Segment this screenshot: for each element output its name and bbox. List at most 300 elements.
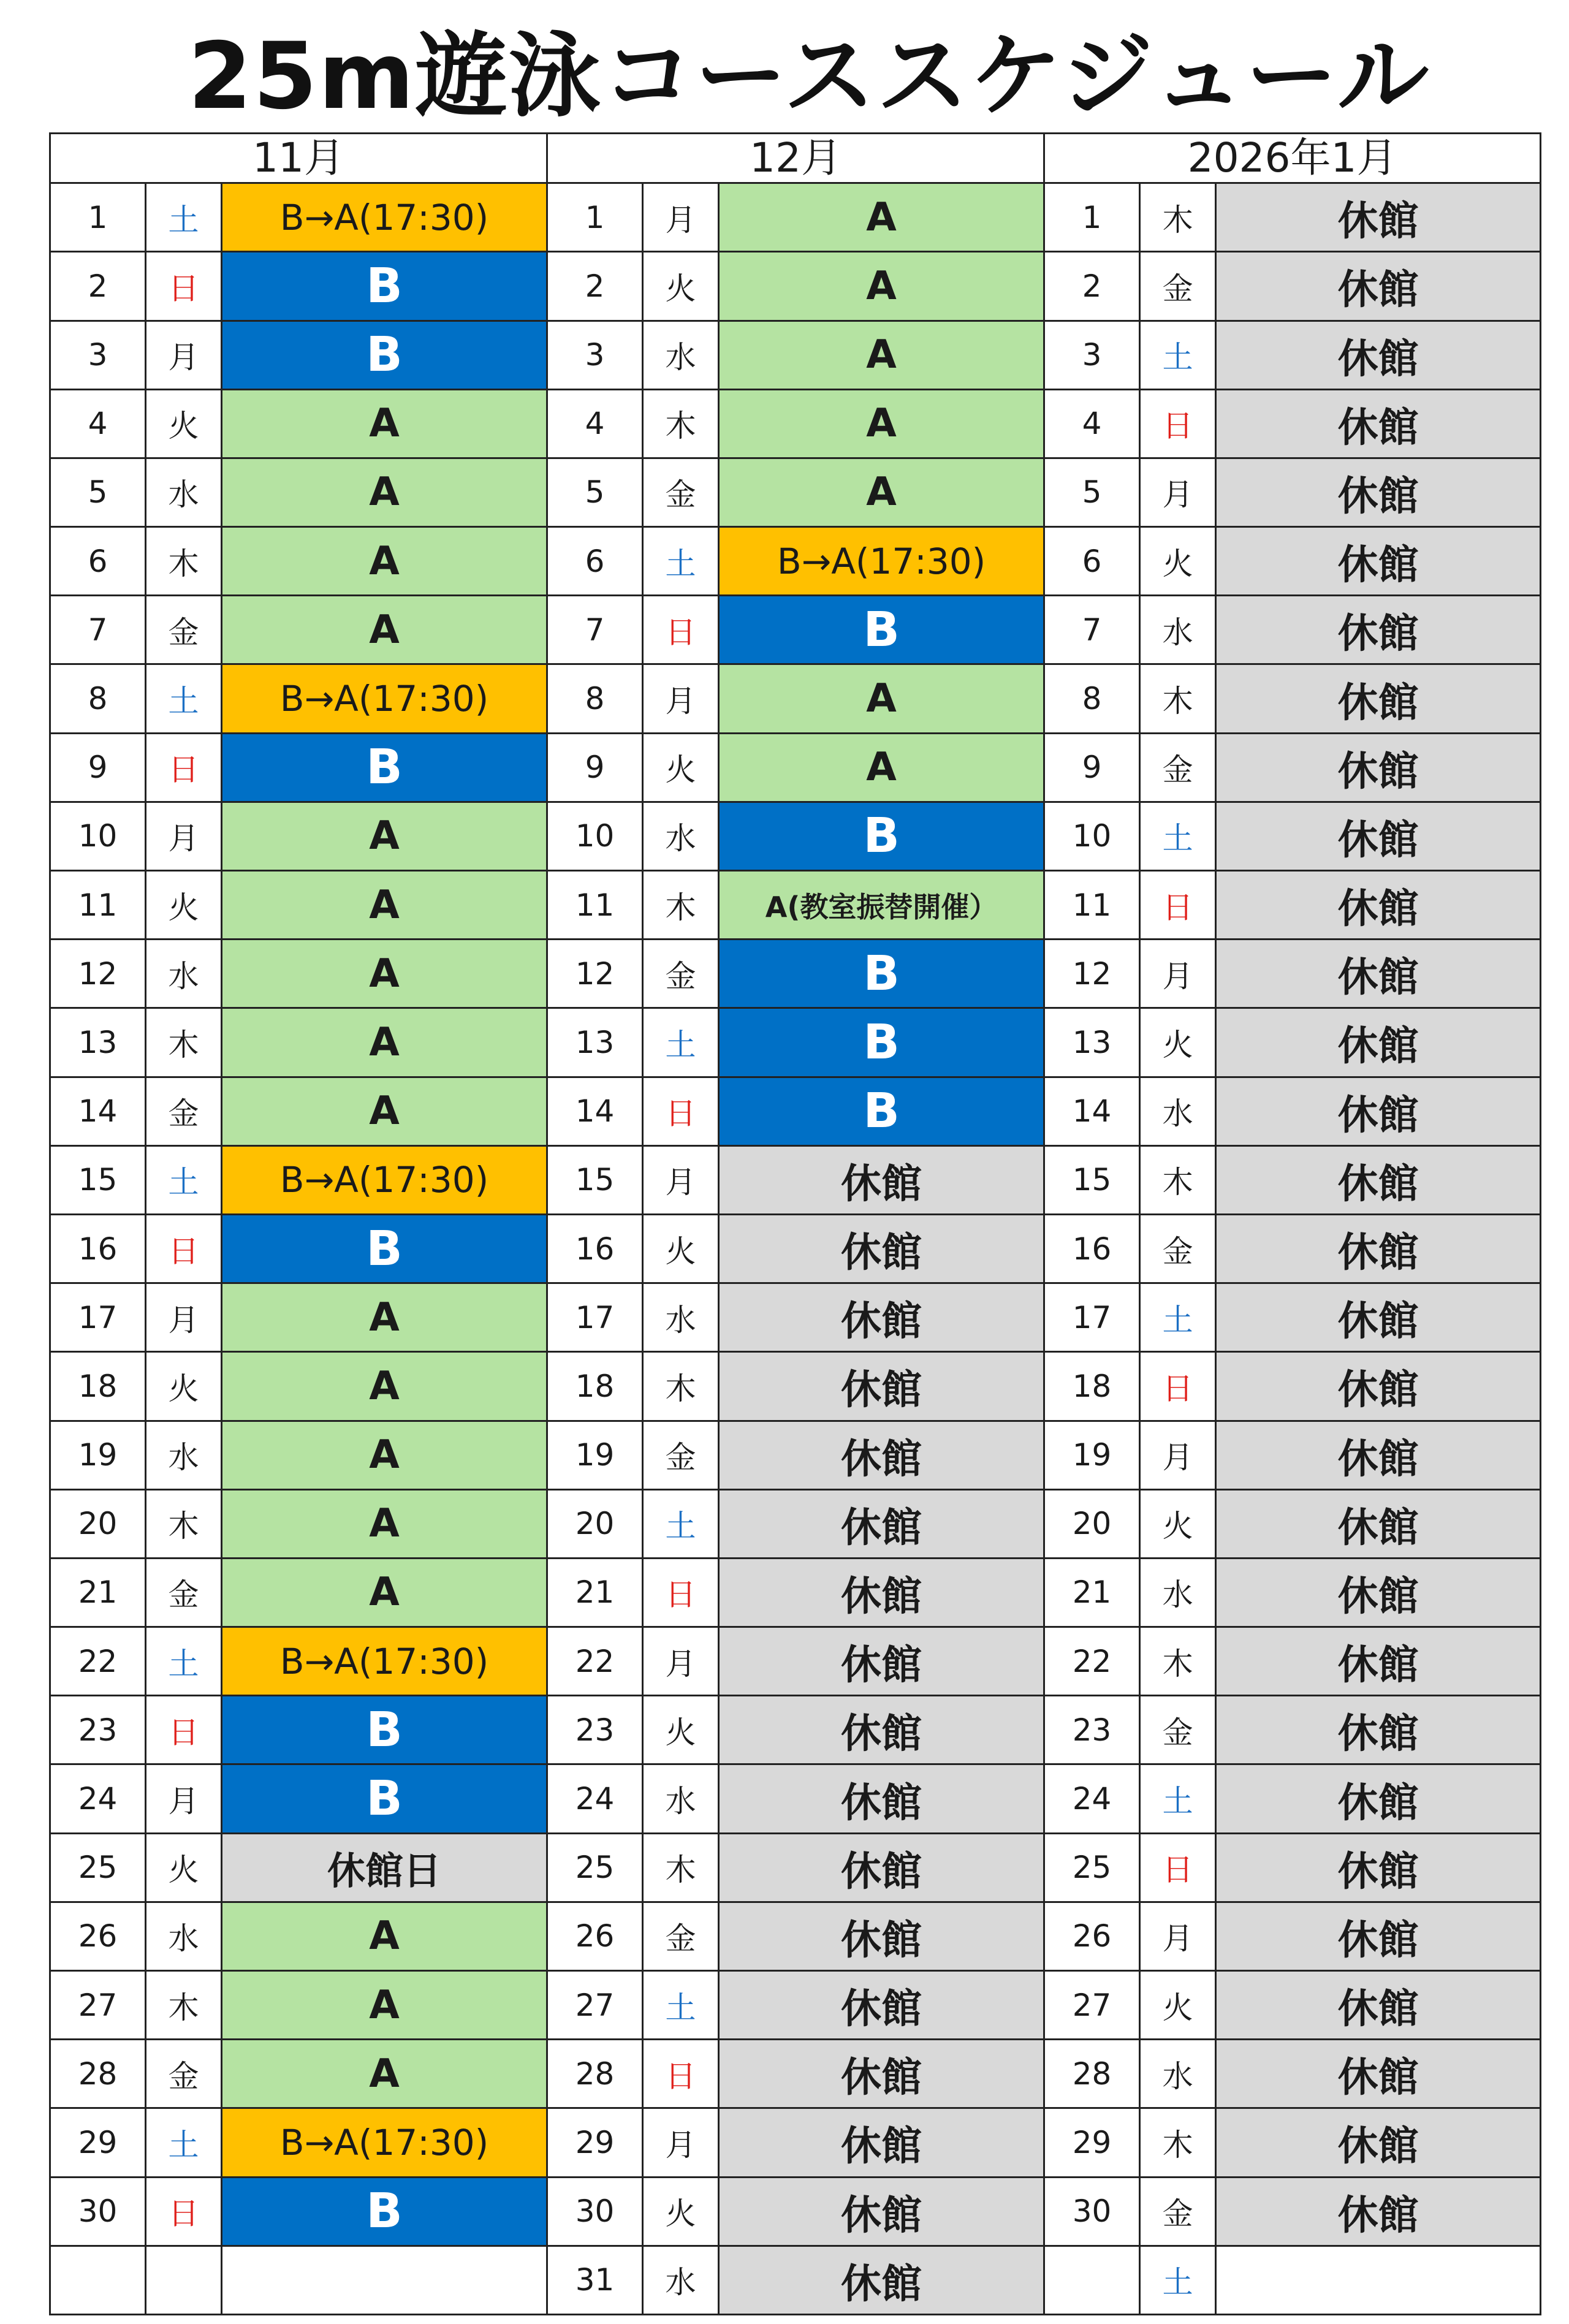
course-status-nov: B→A(17:30) — [222, 2108, 547, 2177]
weekday-dec: 日 — [643, 596, 719, 664]
day-number-nov: 11 — [50, 871, 146, 940]
weekday-jan: 金 — [1140, 252, 1216, 321]
weekday-dec: 日 — [643, 1558, 719, 1627]
weekday-nov: 火 — [146, 871, 222, 940]
course-status-jan: 休館 — [1216, 1971, 1541, 2040]
day-number-jan: 23 — [1044, 1696, 1140, 1764]
course-status-nov: A — [222, 1077, 547, 1145]
weekday-jan: 月 — [1140, 458, 1216, 526]
weekday-dec: 木 — [643, 1833, 719, 1902]
day-number-jan: 28 — [1044, 2040, 1140, 2108]
day-number-dec: 19 — [547, 1421, 643, 1489]
day-number-dec: 26 — [547, 1902, 643, 1970]
course-status-nov: B→A(17:30) — [222, 664, 547, 733]
weekday-jan: 月 — [1140, 1421, 1216, 1489]
course-status-dec: 休館 — [719, 2177, 1044, 2246]
day-number-nov: 12 — [50, 940, 146, 1008]
day-number-dec: 12 — [547, 940, 643, 1008]
day-number-nov: 7 — [50, 596, 146, 664]
day-number-dec: 11 — [547, 871, 643, 940]
day-number-nov: 29 — [50, 2108, 146, 2177]
day-number-nov: 16 — [50, 1214, 146, 1283]
weekday-jan: 木 — [1140, 1627, 1216, 1696]
course-status-nov: A — [222, 389, 547, 458]
day-number-dec: 18 — [547, 1352, 643, 1421]
weekday-jan: 日 — [1140, 389, 1216, 458]
weekday-jan: 水 — [1140, 2040, 1216, 2108]
table-row — [50, 2246, 1541, 2314]
course-status-dec: A — [719, 458, 1044, 526]
weekday-nov: 木 — [146, 1971, 222, 2040]
weekday-nov: 日 — [146, 252, 222, 321]
course-status-nov: A — [222, 940, 547, 1008]
table-row — [50, 2177, 1541, 2246]
course-status-dec: 休館 — [719, 1214, 1044, 1283]
day-number-dec: 3 — [547, 321, 643, 389]
day-number-nov: 21 — [50, 1558, 146, 1627]
day-number-dec: 25 — [547, 1833, 643, 1902]
day-number-dec: 7 — [547, 596, 643, 664]
day-number-jan: 9 — [1044, 733, 1140, 802]
course-status-nov: 休館日 — [222, 1833, 547, 1902]
course-status-nov: A — [222, 1352, 547, 1421]
course-status-nov: B — [222, 2177, 547, 2246]
day-number-nov: 2 — [50, 252, 146, 321]
day-number-jan: 27 — [1044, 1971, 1140, 2040]
weekday-jan: 金 — [1140, 1696, 1216, 1764]
day-number-jan: 12 — [1044, 940, 1140, 1008]
table-row — [50, 321, 1541, 389]
course-status-jan: 休館 — [1216, 1627, 1541, 1696]
weekday-nov: 土 — [146, 1627, 222, 1696]
course-status-nov: A — [222, 1008, 547, 1077]
weekday-nov: 月 — [146, 1283, 222, 1352]
course-status-jan: 休館 — [1216, 2040, 1541, 2108]
weekday-nov: 土 — [146, 183, 222, 252]
course-status-jan: 休館 — [1216, 733, 1541, 802]
day-number-dec: 15 — [547, 1145, 643, 1214]
weekday-nov: 日 — [146, 733, 222, 802]
day-number-jan: 15 — [1044, 1145, 1140, 1214]
weekday-dec: 火 — [643, 2177, 719, 2246]
course-status-dec: 休館 — [719, 1627, 1044, 1696]
table-row — [50, 183, 1541, 252]
day-number-dec: 8 — [547, 664, 643, 733]
weekday-jan: 土 — [1140, 802, 1216, 870]
day-number-dec: 21 — [547, 1558, 643, 1627]
course-status-dec: 休館 — [719, 1421, 1044, 1489]
course-status-dec: 休館 — [719, 1489, 1044, 1558]
weekday-jan: 日 — [1140, 871, 1216, 940]
course-status-nov: B — [222, 1764, 547, 1833]
table-row — [50, 1352, 1541, 1421]
weekday-jan: 月 — [1140, 1902, 1216, 1970]
weekday-dec: 木 — [643, 389, 719, 458]
course-status-nov: A — [222, 871, 547, 940]
day-number-jan: 18 — [1044, 1352, 1140, 1421]
day-number-nov: 13 — [50, 1008, 146, 1077]
course-status-nov: A — [222, 1902, 547, 1970]
day-number-nov: 18 — [50, 1352, 146, 1421]
weekday-nov: 月 — [146, 1764, 222, 1833]
weekday-jan: 火 — [1140, 1489, 1216, 1558]
day-number-jan: 5 — [1044, 458, 1140, 526]
weekday-dec: 土 — [643, 1971, 719, 2040]
weekday-dec: 月 — [643, 1627, 719, 1696]
day-number-dec: 10 — [547, 802, 643, 870]
month-header-nov: 11月 — [50, 134, 547, 183]
weekday-nov: 火 — [146, 1352, 222, 1421]
day-number-jan: 14 — [1044, 1077, 1140, 1145]
course-status-jan: 休館 — [1216, 1833, 1541, 1902]
weekday-dec: 木 — [643, 871, 719, 940]
weekday-nov: 木 — [146, 1008, 222, 1077]
day-number-nov: 1 — [50, 183, 146, 252]
course-status-jan: 休館 — [1216, 802, 1541, 870]
course-status-nov: A — [222, 527, 547, 596]
weekday-jan: 金 — [1140, 1214, 1216, 1283]
weekday-nov: 木 — [146, 1489, 222, 1558]
weekday-dec: 水 — [643, 1283, 719, 1352]
course-status-jan: 休館 — [1216, 1696, 1541, 1764]
weekday-dec: 金 — [643, 458, 719, 526]
day-number-nov: 9 — [50, 733, 146, 802]
weekday-jan: 木 — [1140, 2108, 1216, 2177]
day-number-jan: 25 — [1044, 1833, 1140, 1902]
table-row — [50, 1283, 1541, 1352]
table-row — [50, 1214, 1541, 1283]
weekday-nov: 日 — [146, 1696, 222, 1764]
course-status-dec: 休館 — [719, 2246, 1044, 2314]
table-row — [50, 1696, 1541, 1764]
weekday-dec: 土 — [643, 527, 719, 596]
day-number-dec: 9 — [547, 733, 643, 802]
day-number-jan: 2 — [1044, 252, 1140, 321]
course-status-nov: B — [222, 1214, 547, 1283]
weekday-dec: 火 — [643, 1696, 719, 1764]
day-number-dec: 20 — [547, 1489, 643, 1558]
day-number-nov: 5 — [50, 458, 146, 526]
course-status-jan: 休館 — [1216, 458, 1541, 526]
course-status-nov: A — [222, 1421, 547, 1489]
day-number-dec: 28 — [547, 2040, 643, 2108]
weekday-dec: 土 — [643, 1489, 719, 1558]
course-status-dec: A — [719, 183, 1044, 252]
table-row — [50, 802, 1541, 870]
table-row — [50, 1489, 1541, 1558]
day-number-jan: 4 — [1044, 389, 1140, 458]
weekday-nov: 火 — [146, 1833, 222, 1902]
course-status-jan: 休館 — [1216, 1489, 1541, 1558]
course-status-nov: A — [222, 596, 547, 664]
course-status-jan: 休館 — [1216, 1008, 1541, 1077]
day-number-dec: 16 — [547, 1214, 643, 1283]
weekday-jan: 土 — [1140, 1764, 1216, 1833]
month-header-row — [50, 134, 1541, 183]
course-status-jan: 休館 — [1216, 321, 1541, 389]
day-number-jan: 7 — [1044, 596, 1140, 664]
day-number-nov: 17 — [50, 1283, 146, 1352]
day-number-jan: 10 — [1044, 802, 1140, 870]
table-row — [50, 252, 1541, 321]
weekday-jan: 日 — [1140, 1352, 1216, 1421]
course-status-nov: B→A(17:30) — [222, 183, 547, 252]
weekday-dec: 日 — [643, 1077, 719, 1145]
day-number-dec: 1 — [547, 183, 643, 252]
course-status-nov: A — [222, 1558, 547, 1627]
course-status-dec: 休館 — [719, 2040, 1044, 2108]
day-number-jan: 21 — [1044, 1558, 1140, 1627]
course-status-jan: 休館 — [1216, 2108, 1541, 2177]
table-row — [50, 1833, 1541, 1902]
day-number-nov: 8 — [50, 664, 146, 733]
day-number-jan: 6 — [1044, 527, 1140, 596]
course-status-jan: 休館 — [1216, 1214, 1541, 1283]
day-number-nov: 22 — [50, 1627, 146, 1696]
weekday-dec: 金 — [643, 1902, 719, 1970]
day-number-dec: 5 — [547, 458, 643, 526]
weekday-jan: 月 — [1140, 940, 1216, 1008]
course-status-jan — [1216, 2246, 1541, 2314]
weekday-dec: 火 — [643, 252, 719, 321]
course-status-jan: 休館 — [1216, 183, 1541, 252]
weekday-jan: 火 — [1140, 1008, 1216, 1077]
course-status-dec: 休館 — [719, 1283, 1044, 1352]
course-status-jan: 休館 — [1216, 664, 1541, 733]
course-status-jan: 休館 — [1216, 871, 1541, 940]
course-status-nov: B — [222, 733, 547, 802]
weekday-nov: 金 — [146, 1077, 222, 1145]
course-status-dec: A(教室振替開催） — [719, 871, 1044, 940]
course-status-jan: 休館 — [1216, 596, 1541, 664]
weekday-jan: 土 — [1140, 2246, 1216, 2314]
day-number-jan: 8 — [1044, 664, 1140, 733]
day-number-jan — [1044, 2246, 1140, 2314]
day-number-dec: 30 — [547, 2177, 643, 2246]
weekday-dec: 土 — [643, 1008, 719, 1077]
course-status-dec: B — [719, 1008, 1044, 1077]
course-status-jan: 休館 — [1216, 252, 1541, 321]
course-status-jan: 休館 — [1216, 940, 1541, 1008]
weekday-jan: 木 — [1140, 664, 1216, 733]
weekday-jan: 火 — [1140, 1971, 1216, 2040]
course-status-dec: A — [719, 664, 1044, 733]
weekday-nov: 水 — [146, 1421, 222, 1489]
course-status-dec: A — [719, 389, 1044, 458]
course-status-dec: 休館 — [719, 1902, 1044, 1970]
course-status-dec: B — [719, 940, 1044, 1008]
table-row — [50, 1421, 1541, 1489]
table-row — [50, 1902, 1541, 1970]
weekday-jan: 土 — [1140, 1283, 1216, 1352]
weekday-dec: 水 — [643, 1764, 719, 1833]
weekday-dec: 火 — [643, 1214, 719, 1283]
day-number-jan: 3 — [1044, 321, 1140, 389]
day-number-dec: 13 — [547, 1008, 643, 1077]
table-row — [50, 1145, 1541, 1214]
day-number-jan: 11 — [1044, 871, 1140, 940]
course-status-dec: 休館 — [719, 1764, 1044, 1833]
day-number-dec: 2 — [547, 252, 643, 321]
course-status-jan: 休館 — [1216, 2177, 1541, 2246]
weekday-dec: 日 — [643, 2040, 719, 2108]
day-number-jan: 17 — [1044, 1283, 1140, 1352]
day-number-dec: 22 — [547, 1627, 643, 1696]
weekday-jan: 木 — [1140, 183, 1216, 252]
course-status-dec: A — [719, 252, 1044, 321]
day-number-dec: 27 — [547, 1971, 643, 2040]
course-status-nov: B — [222, 1696, 547, 1764]
day-number-nov: 24 — [50, 1764, 146, 1833]
weekday-nov: 日 — [146, 1214, 222, 1283]
weekday-dec: 木 — [643, 1352, 719, 1421]
day-number-nov: 25 — [50, 1833, 146, 1902]
weekday-dec: 水 — [643, 802, 719, 870]
weekday-jan: 土 — [1140, 321, 1216, 389]
day-number-jan: 29 — [1044, 2108, 1140, 2177]
schedule-table — [49, 132, 1541, 2315]
weekday-jan: 水 — [1140, 1558, 1216, 1627]
table-row — [50, 1558, 1541, 1627]
day-number-nov: 26 — [50, 1902, 146, 1970]
day-number-jan: 16 — [1044, 1214, 1140, 1283]
weekday-nov — [146, 2246, 222, 2314]
table-row — [50, 733, 1541, 802]
weekday-jan: 水 — [1140, 1077, 1216, 1145]
course-status-nov: A — [222, 1489, 547, 1558]
course-status-nov: B — [222, 321, 547, 389]
weekday-dec: 月 — [643, 664, 719, 733]
table-row — [50, 527, 1541, 596]
day-number-dec: 4 — [547, 389, 643, 458]
day-number-jan: 13 — [1044, 1008, 1140, 1077]
weekday-nov: 水 — [146, 1902, 222, 1970]
day-number-jan: 24 — [1044, 1764, 1140, 1833]
course-status-jan: 休館 — [1216, 1283, 1541, 1352]
day-number-nov: 20 — [50, 1489, 146, 1558]
day-number-nov: 4 — [50, 389, 146, 458]
course-status-jan: 休館 — [1216, 1558, 1541, 1627]
table-row — [50, 1077, 1541, 1145]
weekday-nov: 金 — [146, 1558, 222, 1627]
table-row — [50, 1971, 1541, 2040]
weekday-nov: 日 — [146, 2177, 222, 2246]
table-row — [50, 1764, 1541, 1833]
day-number-jan: 1 — [1044, 183, 1140, 252]
course-status-jan: 休館 — [1216, 389, 1541, 458]
table-row — [50, 1008, 1541, 1077]
weekday-nov: 土 — [146, 1145, 222, 1214]
weekday-nov: 木 — [146, 527, 222, 596]
weekday-jan: 木 — [1140, 1145, 1216, 1214]
day-number-dec: 29 — [547, 2108, 643, 2177]
weekday-jan: 金 — [1140, 2177, 1216, 2246]
course-status-jan: 休館 — [1216, 527, 1541, 596]
course-status-dec: B — [719, 596, 1044, 664]
day-number-dec: 23 — [547, 1696, 643, 1764]
weekday-jan: 水 — [1140, 596, 1216, 664]
course-status-jan: 休館 — [1216, 1352, 1541, 1421]
day-number-dec: 17 — [547, 1283, 643, 1352]
course-status-nov: A — [222, 1971, 547, 2040]
table-row — [50, 2040, 1541, 2108]
weekday-dec: 金 — [643, 940, 719, 1008]
day-number-nov: 10 — [50, 802, 146, 870]
course-status-jan: 休館 — [1216, 1764, 1541, 1833]
course-status-nov — [222, 2246, 547, 2314]
course-status-nov: A — [222, 2040, 547, 2108]
course-status-nov: B — [222, 252, 547, 321]
day-number-nov: 27 — [50, 1971, 146, 2040]
course-status-dec: 休館 — [719, 1971, 1044, 2040]
course-status-dec: 休館 — [719, 2108, 1044, 2177]
table-row — [50, 1627, 1541, 1696]
day-number-nov: 23 — [50, 1696, 146, 1764]
weekday-dec: 月 — [643, 2108, 719, 2177]
course-status-dec: B — [719, 802, 1044, 870]
page-title: 25m遊泳コーススケジュール — [188, 23, 1430, 130]
weekday-nov: 月 — [146, 321, 222, 389]
table-row — [50, 871, 1541, 940]
table-row — [50, 2108, 1541, 2177]
weekday-dec: 水 — [643, 2246, 719, 2314]
course-status-nov: B→A(17:30) — [222, 1627, 547, 1696]
course-status-dec: B — [719, 1077, 1044, 1145]
day-number-nov: 6 — [50, 527, 146, 596]
weekday-nov: 金 — [146, 596, 222, 664]
weekday-nov: 水 — [146, 940, 222, 1008]
day-number-nov: 28 — [50, 2040, 146, 2108]
course-status-dec: 休館 — [719, 1145, 1044, 1214]
day-number-dec: 14 — [547, 1077, 643, 1145]
weekday-nov: 火 — [146, 389, 222, 458]
weekday-nov: 金 — [146, 2040, 222, 2108]
weekday-nov: 土 — [146, 2108, 222, 2177]
table-row — [50, 458, 1541, 526]
day-number-nov: 14 — [50, 1077, 146, 1145]
weekday-jan: 金 — [1140, 733, 1216, 802]
day-number-nov: 30 — [50, 2177, 146, 2246]
course-status-dec: 休館 — [719, 1696, 1044, 1764]
weekday-dec: 水 — [643, 321, 719, 389]
month-header-jan: 2026年1月 — [1044, 134, 1541, 183]
day-number-nov — [50, 2246, 146, 2314]
course-status-dec: A — [719, 733, 1044, 802]
course-status-jan: 休館 — [1216, 1077, 1541, 1145]
course-status-jan: 休館 — [1216, 1145, 1541, 1214]
table-row — [50, 596, 1541, 664]
table-row — [50, 664, 1541, 733]
weekday-jan: 火 — [1140, 527, 1216, 596]
course-status-dec: 休館 — [719, 1558, 1044, 1627]
course-status-nov: A — [222, 1283, 547, 1352]
course-status-dec: 休館 — [719, 1833, 1044, 1902]
course-status-jan: 休館 — [1216, 1421, 1541, 1489]
day-number-jan: 20 — [1044, 1489, 1140, 1558]
day-number-dec: 31 — [547, 2246, 643, 2314]
weekday-dec: 月 — [643, 183, 719, 252]
day-number-jan: 19 — [1044, 1421, 1140, 1489]
day-number-nov: 3 — [50, 321, 146, 389]
weekday-dec: 月 — [643, 1145, 719, 1214]
day-number-dec: 24 — [547, 1764, 643, 1833]
course-status-dec: B→A(17:30) — [719, 527, 1044, 596]
course-status-dec: A — [719, 321, 1044, 389]
weekday-dec: 火 — [643, 733, 719, 802]
weekday-nov: 水 — [146, 458, 222, 526]
day-number-jan: 26 — [1044, 1902, 1140, 1970]
month-header-dec: 12月 — [547, 134, 1044, 183]
